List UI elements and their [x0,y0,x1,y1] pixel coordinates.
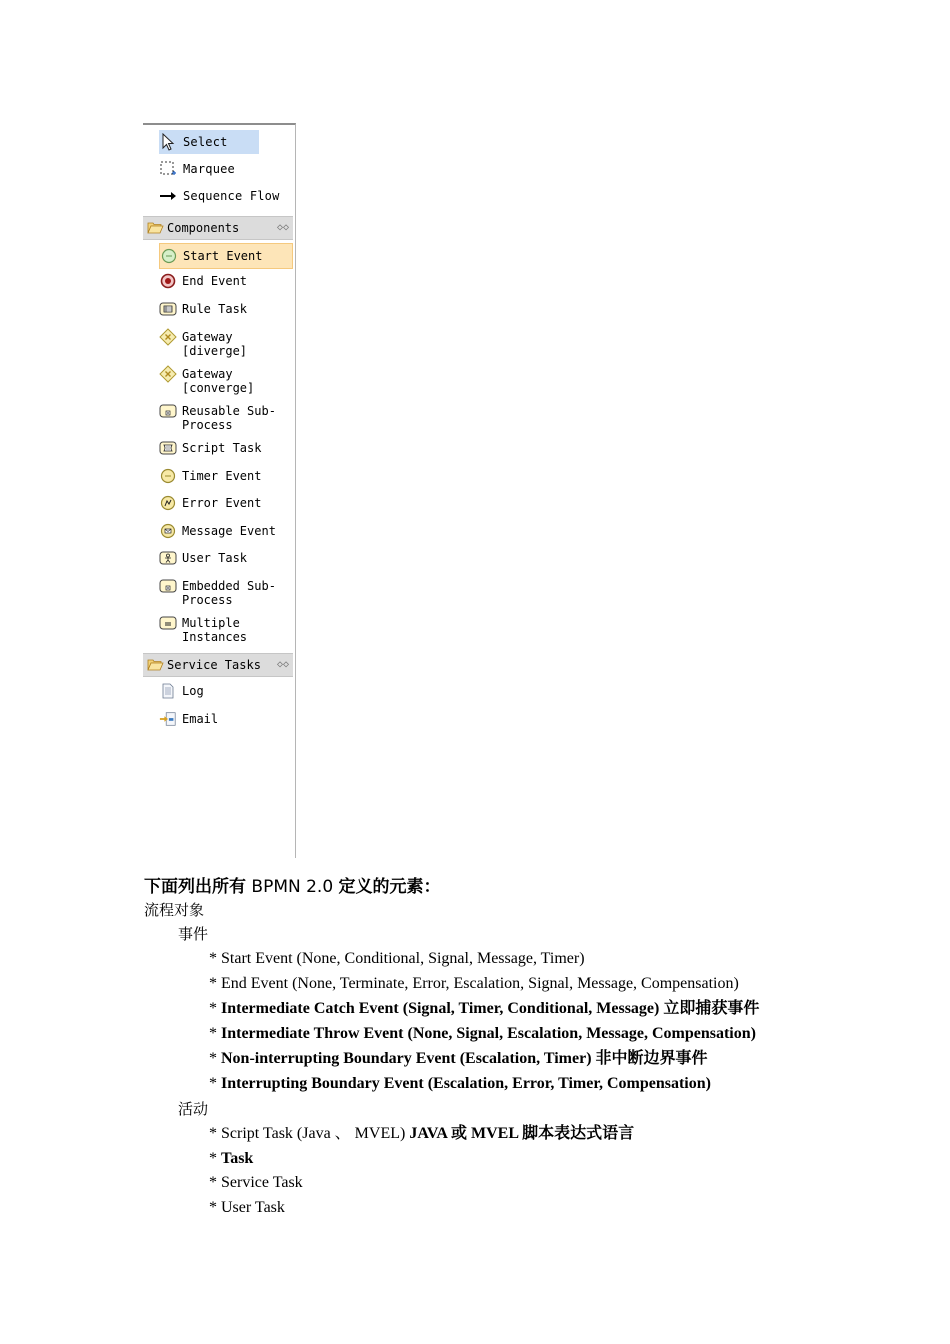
rule-task-tool[interactable] [159,298,293,318]
multiple-instances-label: Multiple Instances [182,616,248,644]
rule-task-icon [159,300,177,318]
task-text: Task [221,1150,254,1167]
event-text: Interrupting Boundary Event (Escalation, Error, Timer, Compensation) [221,1075,711,1092]
error-event-icon [159,494,177,512]
start-event-tool[interactable] [159,243,293,269]
rule-task-label: Rule Task [182,302,248,316]
gateway-converge-icon [159,365,177,383]
event-list-item [209,974,739,994]
log-label: Log [182,684,204,698]
email-label: Email [182,712,219,726]
embedded-subprocess-label: Embedded Sub- Process [182,579,276,607]
error-event-tool[interactable] [159,492,293,512]
reusable-subprocess-tool[interactable] [159,400,293,432]
gateway-converge-label: Gateway [converge] [182,367,255,395]
embedded-subprocess-tool[interactable] [159,575,293,607]
log-document-icon [159,682,177,700]
folder-open-icon [147,221,164,235]
event-text: Intermediate Catch Event (Signal, Timer, Conditional, Message) 立即捕获事件 [221,1000,760,1017]
timer-event-tool[interactable] [159,465,293,485]
gateway-diverge-icon [159,328,177,346]
bullet: * [209,1075,221,1092]
message-event-tool[interactable] [159,520,293,540]
service-tasks-section-header[interactable] [143,653,293,677]
event-list-item [209,1024,756,1044]
start-event-label: Start Event [183,249,263,263]
event-text: End Event (None, Terminate, Error, Escalation, Signal, Message, Compensation) [221,975,739,992]
bullet: * [209,1150,221,1167]
activity-list-item: * User Task [209,1199,285,1216]
multiple-instances-tool[interactable] [159,612,293,644]
reusable-subprocess-icon [159,402,177,420]
end-event-label: End Event [182,274,248,288]
event-text: Intermediate Throw Event (None, Signal, Escalation, Message, Compensation) [221,1025,756,1042]
collapse-arrows-icon[interactable]: ◇◇ [276,222,289,233]
select-tool[interactable] [159,130,259,154]
log-tool[interactable] [159,680,293,700]
error-event-label: Error Event [182,496,262,510]
embedded-subprocess-icon [159,577,177,595]
marquee-tool[interactable] [159,157,235,181]
event-list-item [209,999,759,1019]
event-list-item [209,1074,711,1094]
bpmn-palette [143,123,296,858]
bullet: * [209,950,221,967]
start-event-icon [160,247,178,265]
message-event-label: Message Event [182,524,276,538]
end-event-tool[interactable] [159,270,293,290]
event-list-item [209,1049,708,1069]
script-task-icon [159,439,177,457]
script-task-label: Script Task [182,441,262,455]
activities-heading: 活动 [178,1100,209,1118]
folder-open-icon [147,658,164,672]
sequence-flow-label: Sequence Flow [183,189,280,203]
components-section-title: Components [167,221,240,235]
script-task-text: * Script Task (Java 、 MVEL) [209,1125,410,1142]
activity-list-item [209,1124,634,1144]
marquee-tool-label: Marquee [183,162,235,176]
select-tool-label: Select [183,135,228,149]
user-task-tool[interactable] [159,547,293,567]
script-task-note: JAVA 或 MVEL 脚本表达式语言 [409,1125,635,1142]
collapse-arrows-icon[interactable]: ◇◇ [276,659,289,670]
reusable-subprocess-label: Reusable Sub- Process [182,404,276,432]
message-event-icon [159,522,177,540]
heading-cjk-part-1: 下面列出所有 [144,877,246,897]
heading-latin-part: BPMN 2.0 [246,877,339,897]
flow-objects-heading: 流程对象 [144,901,205,919]
gateway-diverge-label: Gateway [diverge] [182,330,248,358]
heading-cjk-part-2: 定义的元素： [338,877,441,897]
activity-list-item [209,1149,253,1169]
bullet: * [209,1050,221,1067]
end-event-icon [159,272,177,290]
gateway-diverge-tool[interactable] [159,326,293,358]
user-task-label: User Task [182,551,248,565]
activity-list-item: * Service Task [209,1174,303,1191]
events-heading: 事件 [178,925,209,943]
service-tasks-section-title: Service Tasks [167,658,261,672]
event-text: Start Event (None, Conditional, Signal, Message, Timer) [221,950,585,967]
script-task-tool[interactable] [159,437,293,457]
bullet: * [209,975,221,992]
event-list-item [209,949,585,969]
arrow-cursor-icon [159,133,177,151]
user-task-icon [159,549,177,567]
timer-event-icon [159,467,177,485]
arrow-right-icon [159,187,177,205]
components-section-header[interactable] [143,216,293,240]
bpmn-elements-heading [144,872,441,897]
gateway-converge-tool[interactable] [159,363,293,395]
marquee-icon [159,160,177,178]
bullet: * [209,1025,221,1042]
email-icon [159,710,177,728]
sequence-flow-tool[interactable] [159,184,280,208]
bullet: * [209,1000,221,1017]
timer-event-label: Timer Event [182,469,262,483]
multiple-instances-icon [159,614,177,632]
email-tool[interactable] [159,708,293,728]
event-text: Non-interrupting Boundary Event (Escalation, Timer) 非中断边界事件 [221,1050,708,1067]
